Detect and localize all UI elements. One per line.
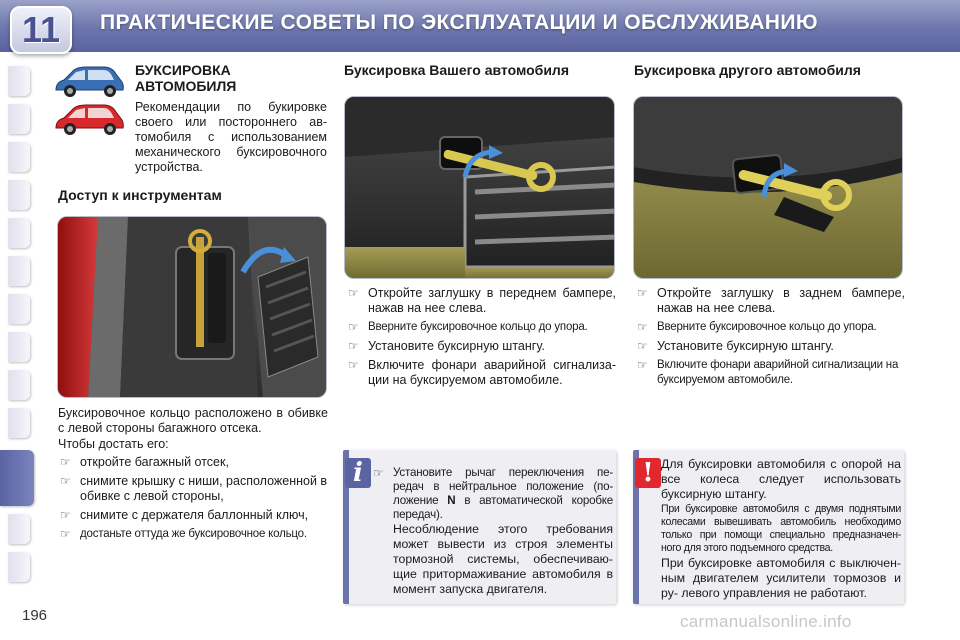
bullet-icon: ☞ (60, 455, 71, 469)
chapter-tab-10[interactable] (8, 408, 30, 438)
tools-access-title: Доступ к инструментам (58, 187, 222, 203)
tools-access-text (58, 406, 328, 436)
own-car-step: ☞ Установите буксирную штангу. (348, 339, 545, 353)
towing-intro-text (135, 100, 327, 175)
bullet-icon: ☞ (373, 466, 384, 480)
red-car-icon (52, 100, 126, 140)
intro-line-5: устройства. (135, 160, 203, 174)
chapter-tab-2[interactable] (8, 104, 30, 134)
tools-step: ☞ откройте багажный отсек, (60, 455, 229, 469)
info-box-steps (371, 466, 613, 526)
tools-how-to: Чтобы достать его: (58, 437, 169, 451)
page-number: 196 (22, 607, 48, 624)
warning-icon: ! (635, 458, 661, 488)
info-icon: i (345, 458, 371, 488)
chapter-tab-5[interactable] (8, 218, 30, 248)
bullet-icon: ☞ (637, 320, 648, 334)
other-car-step: ☞ Установите буксирную штангу. (637, 339, 834, 353)
trunk-photo (57, 216, 327, 398)
own-car-step: ☞ Откройте заглушку в переднем бампере, нажав на нее слева. (348, 286, 616, 315)
chapter-header (0, 0, 960, 52)
tools-step: ☞ снимите с держателя баллонный ключ, (60, 508, 309, 522)
bullet-icon: ☞ (60, 474, 71, 488)
bullet-icon: ☞ (348, 320, 359, 334)
chapter-tab-11-active[interactable] (0, 450, 34, 506)
bullet-icon: ☞ (348, 286, 359, 300)
info-box-note: Несоблюдение этого требования может вывести из строя элементы тормозной системы, обеспечиваю- щие притормаживание автомобиля в момент запуска двигателя. (393, 522, 613, 596)
gear-position-label: N (447, 494, 456, 507)
own-car-step: ☞ Вверните буксировочное кольцо до упора. (348, 320, 588, 334)
info-box-step: ☞ Установите рычаг переключения пе- редач в нейтральное положение (по- ложение N в автоматической коробке передач). (373, 466, 614, 521)
tools-step: ☞ снимите крышку с ниши, расположенной в обивке с левой стороны, (60, 474, 328, 503)
warning-text-1: Для буксировки автомобиля с опорой на все колеса следует использовать буксирную штангу. (661, 457, 901, 501)
intro-line-2: своего или постороннего ав- (135, 115, 327, 129)
chapter-tab-6[interactable] (8, 256, 30, 286)
chapter-number: 11 (21, 9, 61, 50)
tools-line-1: Буксировочное кольцо расположено в обивке (58, 406, 328, 420)
warning-text-3: При буксировке автомобиля с выключен- ным двигателем усилители тормозов и ру- левого управления не работают. (661, 556, 901, 600)
intro-line-1: Рекомендации по букировке (135, 100, 327, 114)
other-car-step: ☞ Откройте заглушку в заднем бампере, нажав на нее слева. (637, 286, 905, 315)
bullet-icon: ☞ (348, 358, 359, 372)
bullet-icon: ☞ (348, 339, 359, 353)
other-car-title: Буксировка другого автомобиля (634, 62, 861, 78)
other-car-step: ☞ Включите фонари аварийной сигнализации на буксируемом автомобиле. (637, 358, 899, 386)
own-car-title: Буксировка Вашего автомобиля (344, 62, 569, 78)
own-car-steps-list (346, 286, 616, 392)
towing-title (135, 62, 236, 94)
chapter-tab-9[interactable] (8, 370, 30, 400)
chapter-tab-13[interactable] (8, 552, 30, 582)
towing-title-line1: БУКСИРОВКА (135, 62, 231, 78)
intro-line-4: механического буксировочного (135, 145, 327, 159)
bullet-icon: ☞ (60, 527, 71, 541)
bullet-icon: ☞ (637, 339, 648, 353)
bullet-icon: ☞ (637, 286, 648, 300)
other-car-step: ☞ Вверните буксировочное кольцо до упора. (637, 320, 877, 334)
intro-line-3: томобиля с использованием (135, 130, 327, 144)
bullet-icon: ☞ (637, 358, 648, 372)
other-car-steps-list (635, 286, 905, 392)
tools-step: ☞ достаньте оттуда же буксировочное кольцо. (60, 527, 307, 541)
own-car-step: ☞ Включите фонари аварийной сигнализа- ции на буксируемом автомобиле. (348, 358, 616, 387)
chapter-tab-7[interactable] (8, 294, 30, 324)
warning-box (633, 450, 904, 604)
rear-bumper-photo (633, 96, 903, 279)
warning-text-2: При буксировке автомобиля с двумя поднятыми колесами вывешивать автомобиль необходимо только при помощи специально предназначен- ного для этого подъемного средства. (661, 503, 901, 554)
towing-title-line2: АВТОМОБИЛЯ (135, 78, 237, 94)
chapter-tab-12[interactable] (8, 514, 30, 544)
chapter-tab-4[interactable] (8, 180, 30, 210)
tools-line-2: с левой стороны багажного отсека. (58, 421, 262, 435)
info-box (343, 450, 616, 604)
watermark: carmanualsonline.info (680, 612, 852, 631)
front-bumper-photo (344, 96, 615, 279)
bullet-icon: ☞ (60, 508, 71, 522)
chapter-title: ПРАКТИЧЕСКИЕ СОВЕТЫ ПО ЭКСПЛУАТАЦИИ И ОБСЛУЖИВАНИЮ (100, 11, 818, 34)
chapter-tab-3[interactable] (8, 142, 30, 172)
chapter-tab-8[interactable] (8, 332, 30, 362)
blue-car-icon (52, 62, 126, 102)
tools-steps-list (58, 455, 328, 546)
chapter-badge (10, 6, 72, 54)
chapter-tab-1[interactable] (8, 66, 30, 96)
